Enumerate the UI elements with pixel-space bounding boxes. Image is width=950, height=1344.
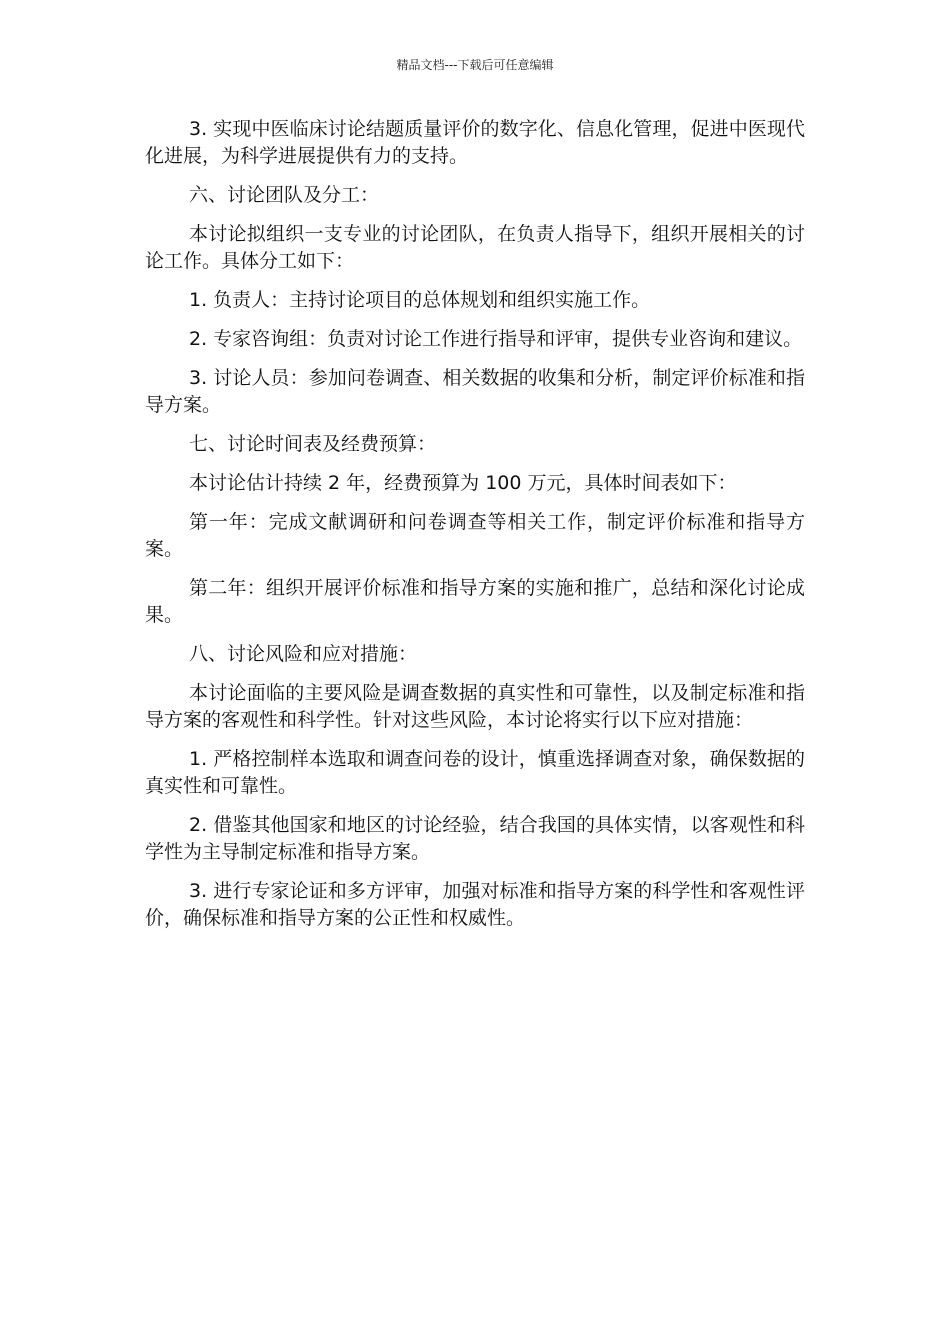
paragraph-team-intro: 本讨论拟组织一支专业的讨论团队，在负责人指导下，组织开展相关的讨论工作。具体分工如下： bbox=[145, 223, 805, 272]
paragraph-researchers: 3. 讨论人员：参加问卷调查、相关数据的收集和分析，制定评价标准和指导方案。 bbox=[145, 367, 805, 416]
section-heading-risks: 八、讨论风险和应对措施： bbox=[189, 643, 418, 665]
paragraph-year-two: 第二年：组织开展评价标准和指导方案的实施和推广，总结和深化讨论成果。 bbox=[145, 577, 805, 626]
document-body bbox=[145, 116, 805, 944]
paragraph-schedule-intro: 本讨论估计持续 2 年，经费预算为 100 万元，具体时间表如下： bbox=[189, 472, 737, 494]
paragraph-year-one: 第一年：完成文献调研和问卷调查等相关工作，制定评价标准和指导方案。 bbox=[145, 511, 805, 560]
section-heading-schedule: 七、讨论时间表及经费预算： bbox=[189, 433, 437, 455]
paragraph-measure-1: 1. 严格控制样本选取和调查问卷的设计，慎重选择调查对象，确保数据的真实性和可靠性。 bbox=[145, 748, 805, 797]
paragraph-measure-3: 3. 进行专家论证和多方评审，加强对标准和指导方案的科学性和客观性评价，确保标准和指导方案的公正性和权威性。 bbox=[145, 880, 805, 929]
paragraph-risks-intro: 本讨论面临的主要风险是调查数据的真实性和可靠性，以及制定标准和指导方案的客观性和科学性。针对这些风险，本讨论将实行以下应对措施： bbox=[145, 682, 805, 731]
section-heading-team: 六、讨论团队及分工： bbox=[189, 184, 380, 206]
page-header: 精品文档---下载后可任意编辑 bbox=[396, 58, 554, 72]
paragraph-goal-3: 3. 实现中医临床讨论结题质量评价的数字化、信息化管理，促进中医现代化进展，为科学进展提供有力的支持。 bbox=[145, 118, 805, 167]
paragraph-measure-2: 2. 借鉴其他国家和地区的讨论经验，结合我国的具体实情，以客观性和科学性为主导制定标准和指导方案。 bbox=[145, 814, 805, 863]
paragraph-expert-group: 2. 专家咨询组：负责对讨论工作进行指导和评审，提供专业咨询和建议。 bbox=[189, 328, 803, 350]
paragraph-team-lead: 1. 负责人：主持讨论项目的总体规划和组织实施工作。 bbox=[189, 289, 651, 311]
